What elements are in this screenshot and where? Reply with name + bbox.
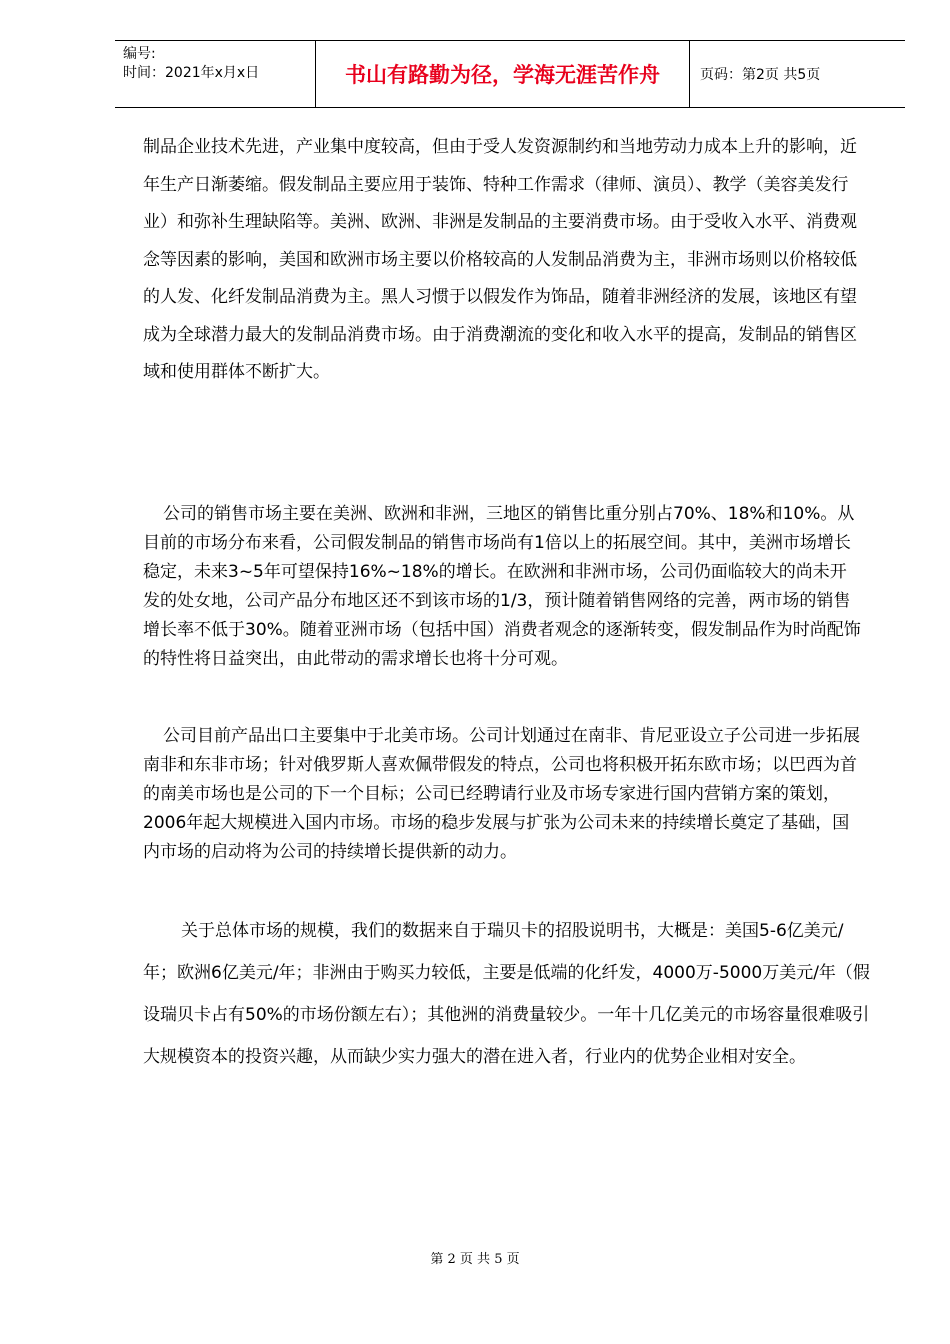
code-label: 编号: (123, 46, 156, 62)
paragraph-market-size: 关于总体市场的规模，我们的数据来自于瑞贝卡的招股说明书，大概是：美国5-6亿美元/年；欧洲6亿美元/年；非洲由于购买力较低，主要是低端的化纤发，4000万-5000万美元/年（假设瑞贝卡占有50%的市场份额左右）；其他洲的消费量较少。一年十几亿美元的市场容量很难吸引大规模资本的投资兴趣，从而缺少实力强大的潜在进入者，行业内的优势企业相对安全。 (143, 921, 870, 1067)
header-meta-cell (115, 41, 316, 107)
paragraph-export-plan: 公司目前产品出口主要集中于北美市场。公司计划通过在南非、肯尼亚设立子公司进一步拓展南非和东非市场；针对俄罗斯人喜欢佩带假发的特点，公司也将积极开拓东欧市场；以巴西为首的南美市场也是公司的下一个目标；公司已经聘请行业及市场专家进行国内营销方案的策划，2006年起大规模进入国内市场。市场的稳步发展与扩张为公司未来的持续增长奠定了基础，国内市场的启动将为公司的持续增长提供新的动力。 (143, 726, 860, 862)
header-page-label: 页码：第2页 共5页 (700, 67, 821, 83)
paragraph-market-overview: 制品企业技术先进，产业集中度较高，但由于受人发资源制约和当地劳动力成本上升的影响，近年生产日渐萎缩。假发制品主要应用于装饰、特种工作需求（律师、演员）、教学（美容美发行业）和弥补生理缺陷等。美洲、欧洲、非洲是发制品的主要消费市场。由于受收入水平、消费观念等因素的影响，美国和欧洲市场主要以价格较高的人发制品消费为主，非洲市场则以价格较低的人发、化纤发制品消费为主。黑人习惯于以假发作为饰品，随着非洲经济的发展，该地区有望成为全球潜力最大的发制品消费市场。由于消费潮流的变化和收入水平的提高，发制品的销售区域和使用群体不断扩大。 (143, 137, 857, 382)
time-label: 时间：2021年x月x日 (123, 65, 260, 81)
paragraph-sales-markets: 公司的销售市场主要在美洲、欧洲和非洲，三地区的销售比重分别占70%、18%和10%。从目前的市场分布来看，公司假发制品的销售市场尚有1倍以上的拓展空间。其中，美洲市场增长稳定，未来3~5年可望保持16%~18%的增长。在欧洲和非洲市场，公司仍面临较大的尚未开发的处女地，公司产品分布地区还不到该市场的1/3，预计随着销售网络的完善，两市场的销售增长率不低于30%。随着亚洲市场（包括中国）消费者观念的逐渐转变，假发制品作为时尚配饰的特性将日益突出，由此带动的需求增长也将十分可观。 (143, 504, 861, 669)
page-header (115, 40, 905, 108)
page-footer-number: 第 2 页 共 5 页 (430, 1252, 520, 1267)
header-motto: 书山有路勤为径，学海无涯苦作舟 (316, 41, 690, 107)
